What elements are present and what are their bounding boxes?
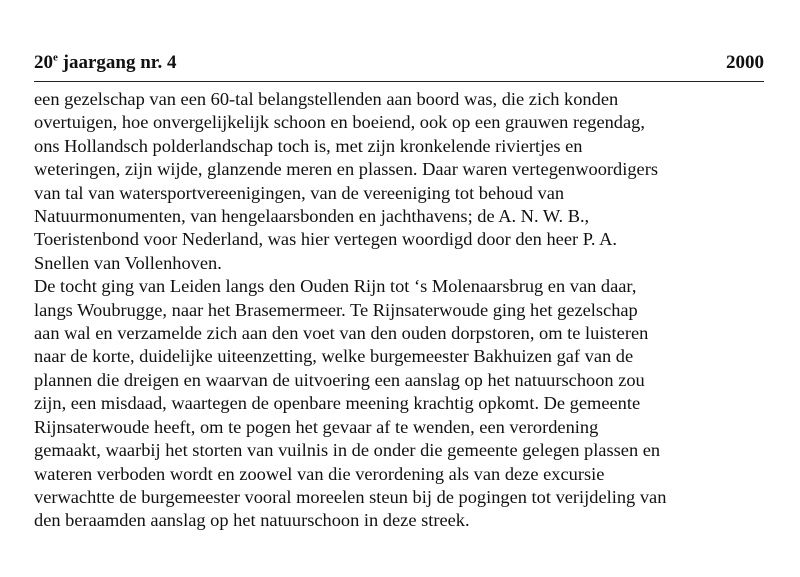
volume-issue: jaargang nr. 4 (57, 52, 177, 73)
text-line: verwachtte de burgemeester vooral moreelen steun bij de pogingen tot verijdeling van (34, 486, 667, 507)
text-line: Snellen van Vollenhoven. (34, 252, 222, 273)
text-line: ons Hollandsch polderlandschap toch is, met zijn kronkelende riviertjes en (34, 135, 583, 156)
document-page (34, 52, 764, 533)
volume-label (34, 52, 176, 74)
text-line: gemaakt, waarbij het storten van vuilnis in de onder die gemeente gelegen plassen en (34, 440, 661, 461)
text-line: Toeristenbond voor Nederland, was hier vertegen woordigd door den heer P. A. (34, 229, 617, 250)
text-line: langs Woubrugge, naar het Brasemermeer. Te Rijnsaterwoude ging het gezelschap (34, 299, 638, 320)
text-line: weteringen, zijn wijde, glanzende meren en plassen. Daar waren vertegenwoordigers (34, 159, 658, 180)
text-line: den beraamden aanslag op het natuurschoon in deze streek. (34, 510, 470, 531)
text-line: van tal van watersportvereenigingen, van de vereeniging tot behoud van (34, 182, 565, 203)
text-line: wateren verboden wordt en zoowel van die verordening als van deze excursie (34, 463, 605, 484)
text-line: Rijnsaterwoude heeft, om te pogen het gevaar af te wenden, een verordening (34, 416, 599, 437)
text-line: zijn, een misdaad, waartegen de openbare meening krachtig opkomt. De gemeente (34, 393, 641, 414)
text-line: een gezelschap van een 60-tal belangstellenden aan boord was, die zich konden (34, 89, 619, 109)
text-line: naar de korte, duidelijke uiteenzetting, welke burgemeester Bakhuizen gaf van de (34, 346, 634, 367)
text-line: Natuurmonumenten, van hengelaarsbonden en jachthavens; de A. N. W. B., (34, 206, 590, 227)
text-line: plannen die dreigen en waarvan de uitvoering een aanslag op het natuurschoon zou (34, 369, 645, 390)
article-body (34, 88, 764, 533)
text-line: overtuigen, hoe onvergelijkelijk schoon en boeiend, ook op een grauwen regendag, (34, 112, 645, 133)
year-label: 2000 (726, 52, 764, 73)
text-line: De tocht ging van Leiden langs den Ouden Rijn tot ‘s Molenaarsbrug en van daar, (34, 276, 637, 297)
page-header (34, 52, 764, 82)
text-line: aan wal en verzamelde zich aan den voet van den ouden dorpstoren, om te luisteren (34, 323, 649, 344)
volume-suffix: e (53, 51, 58, 64)
volume-number: 20 (34, 52, 53, 73)
